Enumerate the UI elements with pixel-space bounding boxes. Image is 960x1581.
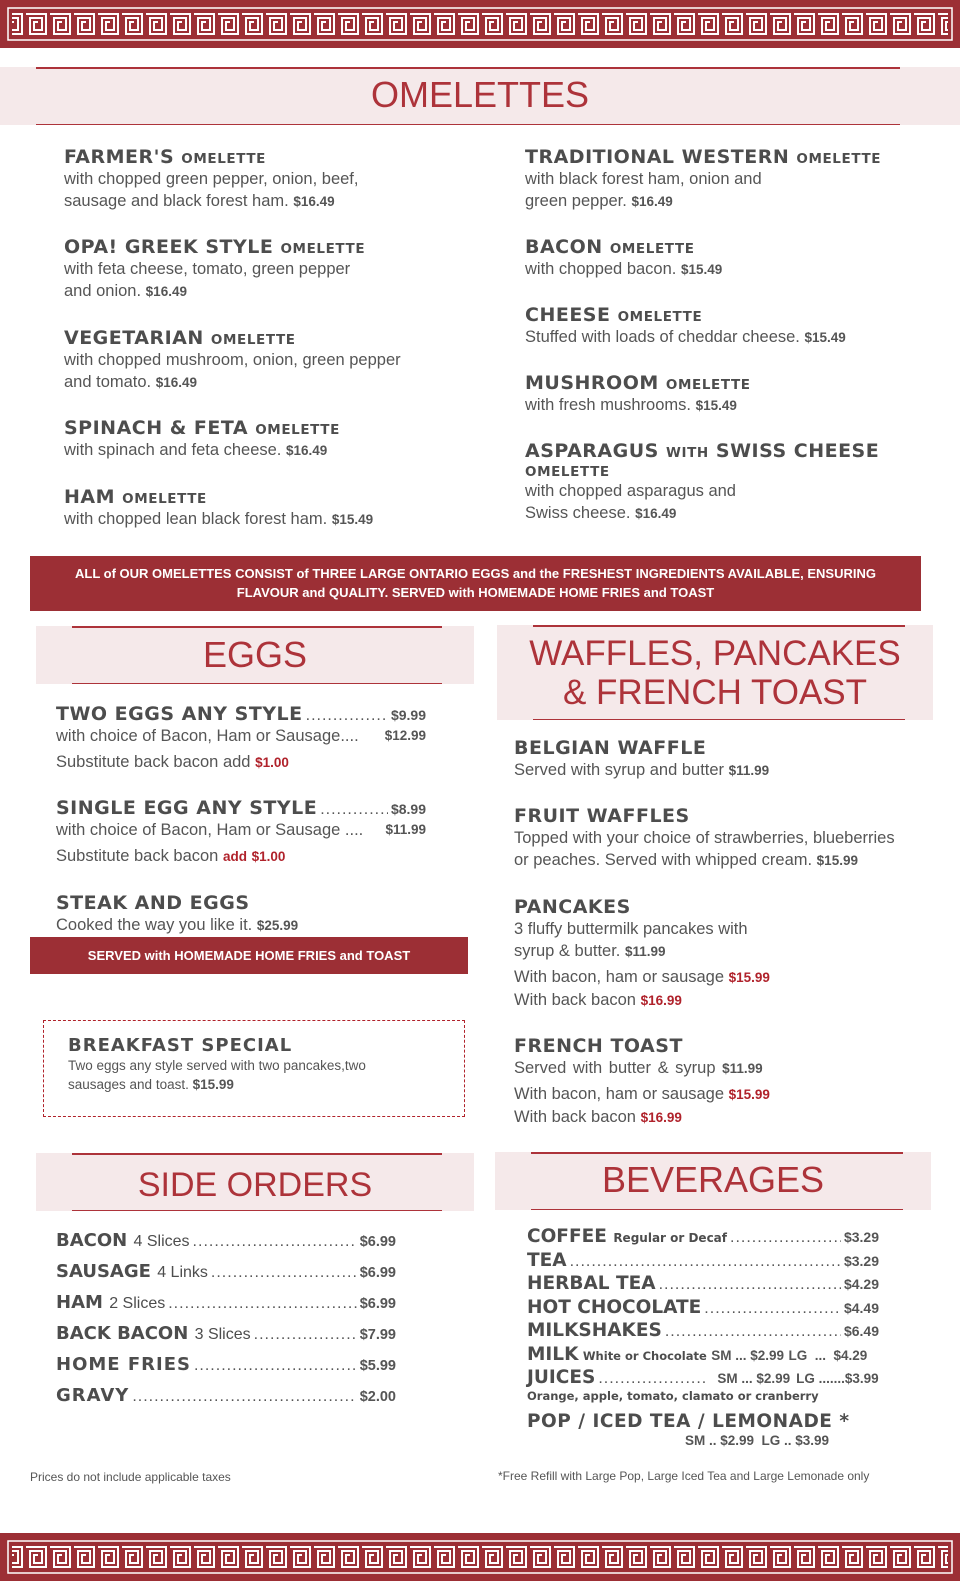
omelette-mushroom: MUSHROOM OMELETTE with fresh mushrooms. $15.49 [525,372,751,414]
omelette-asparagus: ASPARAGUS WITH SWISS CHEESE OMELETTE with chopped asparagus and Swiss cheese. $16.49 [525,440,880,522]
breakfast-special-title: BREAKFAST SPECIAL [68,1035,293,1056]
top-border-band [0,0,960,48]
waffle-fruit: FRUIT WAFFLES Topped with your choice of strawberries, blueberries or peaches. Served with whipped cream. $15.99 [514,805,895,869]
omelette-farmers: FARMER'S OMELETTE with chopped green pepper, onion, beef, sausage and black forest ham. $16.49 [64,146,359,210]
waffles-header [497,625,933,720]
eggs-served-banner: SERVED with HOMEMADE HOME FRIES and TOAST [30,937,468,974]
beverages-header [495,1152,931,1210]
omelettes-header [0,67,960,125]
omelettes-title: OMELETTES [370,74,590,115]
greek-key-pattern-bottom [0,1533,960,1581]
omelette-western: TRADITIONAL WESTERN OMELETTE with black forest ham, onion and green pepper. $16.49 [525,146,882,210]
beverage-juices-note: Orange, apple, tomato, clamato or cranberry [527,1389,819,1403]
beverages-title: BEVERAGES [601,1159,825,1200]
waffles-title-line1: WAFFLES, PANCAKES [529,634,901,673]
waffle-belgian: BELGIAN WAFFLE Served with syrup and butter $11.99 [514,737,770,779]
beverage-juices: JUICES ..... SM ... $2.99 LG .......$3.99 [527,1367,879,1389]
side-back-bacon: BACK BACON 3 Slices ..... $7.99 [56,1323,396,1354]
beverage-pop-prices: SM .. $2.99 LG .. $3.99 [685,1433,830,1448]
tax-note: Prices do not include applicable taxes [30,1470,231,1484]
beverage-coffee: COFFEE Regular or Decaf ..... $3.29 [527,1226,879,1250]
beverage-herbal-tea: HERBAL TEA ..... $4.29 [527,1273,879,1297]
side-orders-title: SIDE ORDERS [137,1166,373,1204]
beverage-hot-chocolate: HOT CHOCOLATE ..... $4.49 [527,1297,879,1321]
breakfast-special-box: BREAKFAST SPECIAL Two eggs any style served with two pancakes,two sausages and toast. $15.99 [43,1020,465,1117]
side-orders-list [56,1230,396,1416]
refill-note: *Free Refill with Large Pop, Large Iced Tea and Large Lemonade only [498,1469,870,1483]
side-sausage: SAUSAGE 4 Links ..... $6.99 [56,1261,396,1292]
beverages-list [527,1226,879,1448]
side-orders-header [36,1153,474,1211]
side-bacon: BACON 4 Slices ..... $6.99 [56,1230,396,1261]
omelette-greek: OPA! GREEK STYLE OMELETTE with feta cheese, tomato, green pepper and onion. $16.49 [64,236,366,300]
omelette-vegetarian: VEGETARIAN OMELETTE with chopped mushroom, onion, green pepper and tomato. $16.49 [64,327,401,391]
eggs-steak-and-eggs: STEAK AND EGGS Cooked the way you like it. $25.99 [56,892,299,934]
greek-key-pattern-top [0,0,960,48]
eggs-title: EGGS [202,634,308,675]
omelette-ham: HAM OMELETTE with chopped lean black forest ham. $15.49 [64,486,374,528]
omelette-spinach-feta: SPINACH & FETA OMELETTE with spinach and feta cheese. $16.49 [64,417,340,459]
eggs-single-any-style: SINGLE EGG ANY STYLE ..... $8.99 with choice of Bacon, Ham or Sausage .... $11.99 Substitute back bacon add $1.00 [56,797,426,868]
omelettes-info-banner: ALL of OUR OMELETTES CONSIST of THREE LARGE ONTARIO EGGS and the FRESHEST INGREDIENTS AVAILABLE, ENSURING FLAVOUR and QUALITY. SERVED with HOMEMADE HOME FRIES and TOAST [30,556,921,611]
omelette-cheese: CHEESE OMELETTE Stuffed with loads of cheddar cheese. $15.49 [525,304,846,346]
eggs-header [36,626,474,684]
beverage-pop: POP / ICED TEA / LEMONADE * [527,1411,850,1432]
waffle-french-toast: FRENCH TOAST Served with butter & syrup $11.99 With bacon, ham or sausage $15.99 With back bacon $16.99 [514,1035,770,1126]
beverage-milkshakes: MILKSHAKES ..... $6.49 [527,1320,879,1344]
eggs-two-any-style: TWO EGGS ANY STYLE ..... $9.99 with choice of Bacon, Ham or Sausage.... $12.99 Substitute back bacon add $1.00 [56,703,426,774]
waffles-title-line2: & FRENCH TOAST [562,673,868,712]
side-ham: HAM 2 Slices ..... $6.99 [56,1292,396,1323]
side-home-fries: HOME FRIES ..... $5.99 [56,1354,396,1385]
waffle-pancakes: PANCAKES 3 fluffy buttermilk pancakes with syrup & butter. $11.99 With bacon, ham or sausage $15.99 With back bacon $16.99 [514,896,770,1009]
side-gravy: GRAVY ..... $2.00 [56,1385,396,1416]
omelette-bacon: BACON OMELETTE with chopped bacon. $15.49 [525,236,723,278]
bottom-border-band [0,1533,960,1581]
beverage-milk: MILK White or Chocolate SM ... $2.99 LG ... $4.29 [527,1343,868,1365]
beverage-tea: TEA ..... $3.29 [527,1250,879,1274]
